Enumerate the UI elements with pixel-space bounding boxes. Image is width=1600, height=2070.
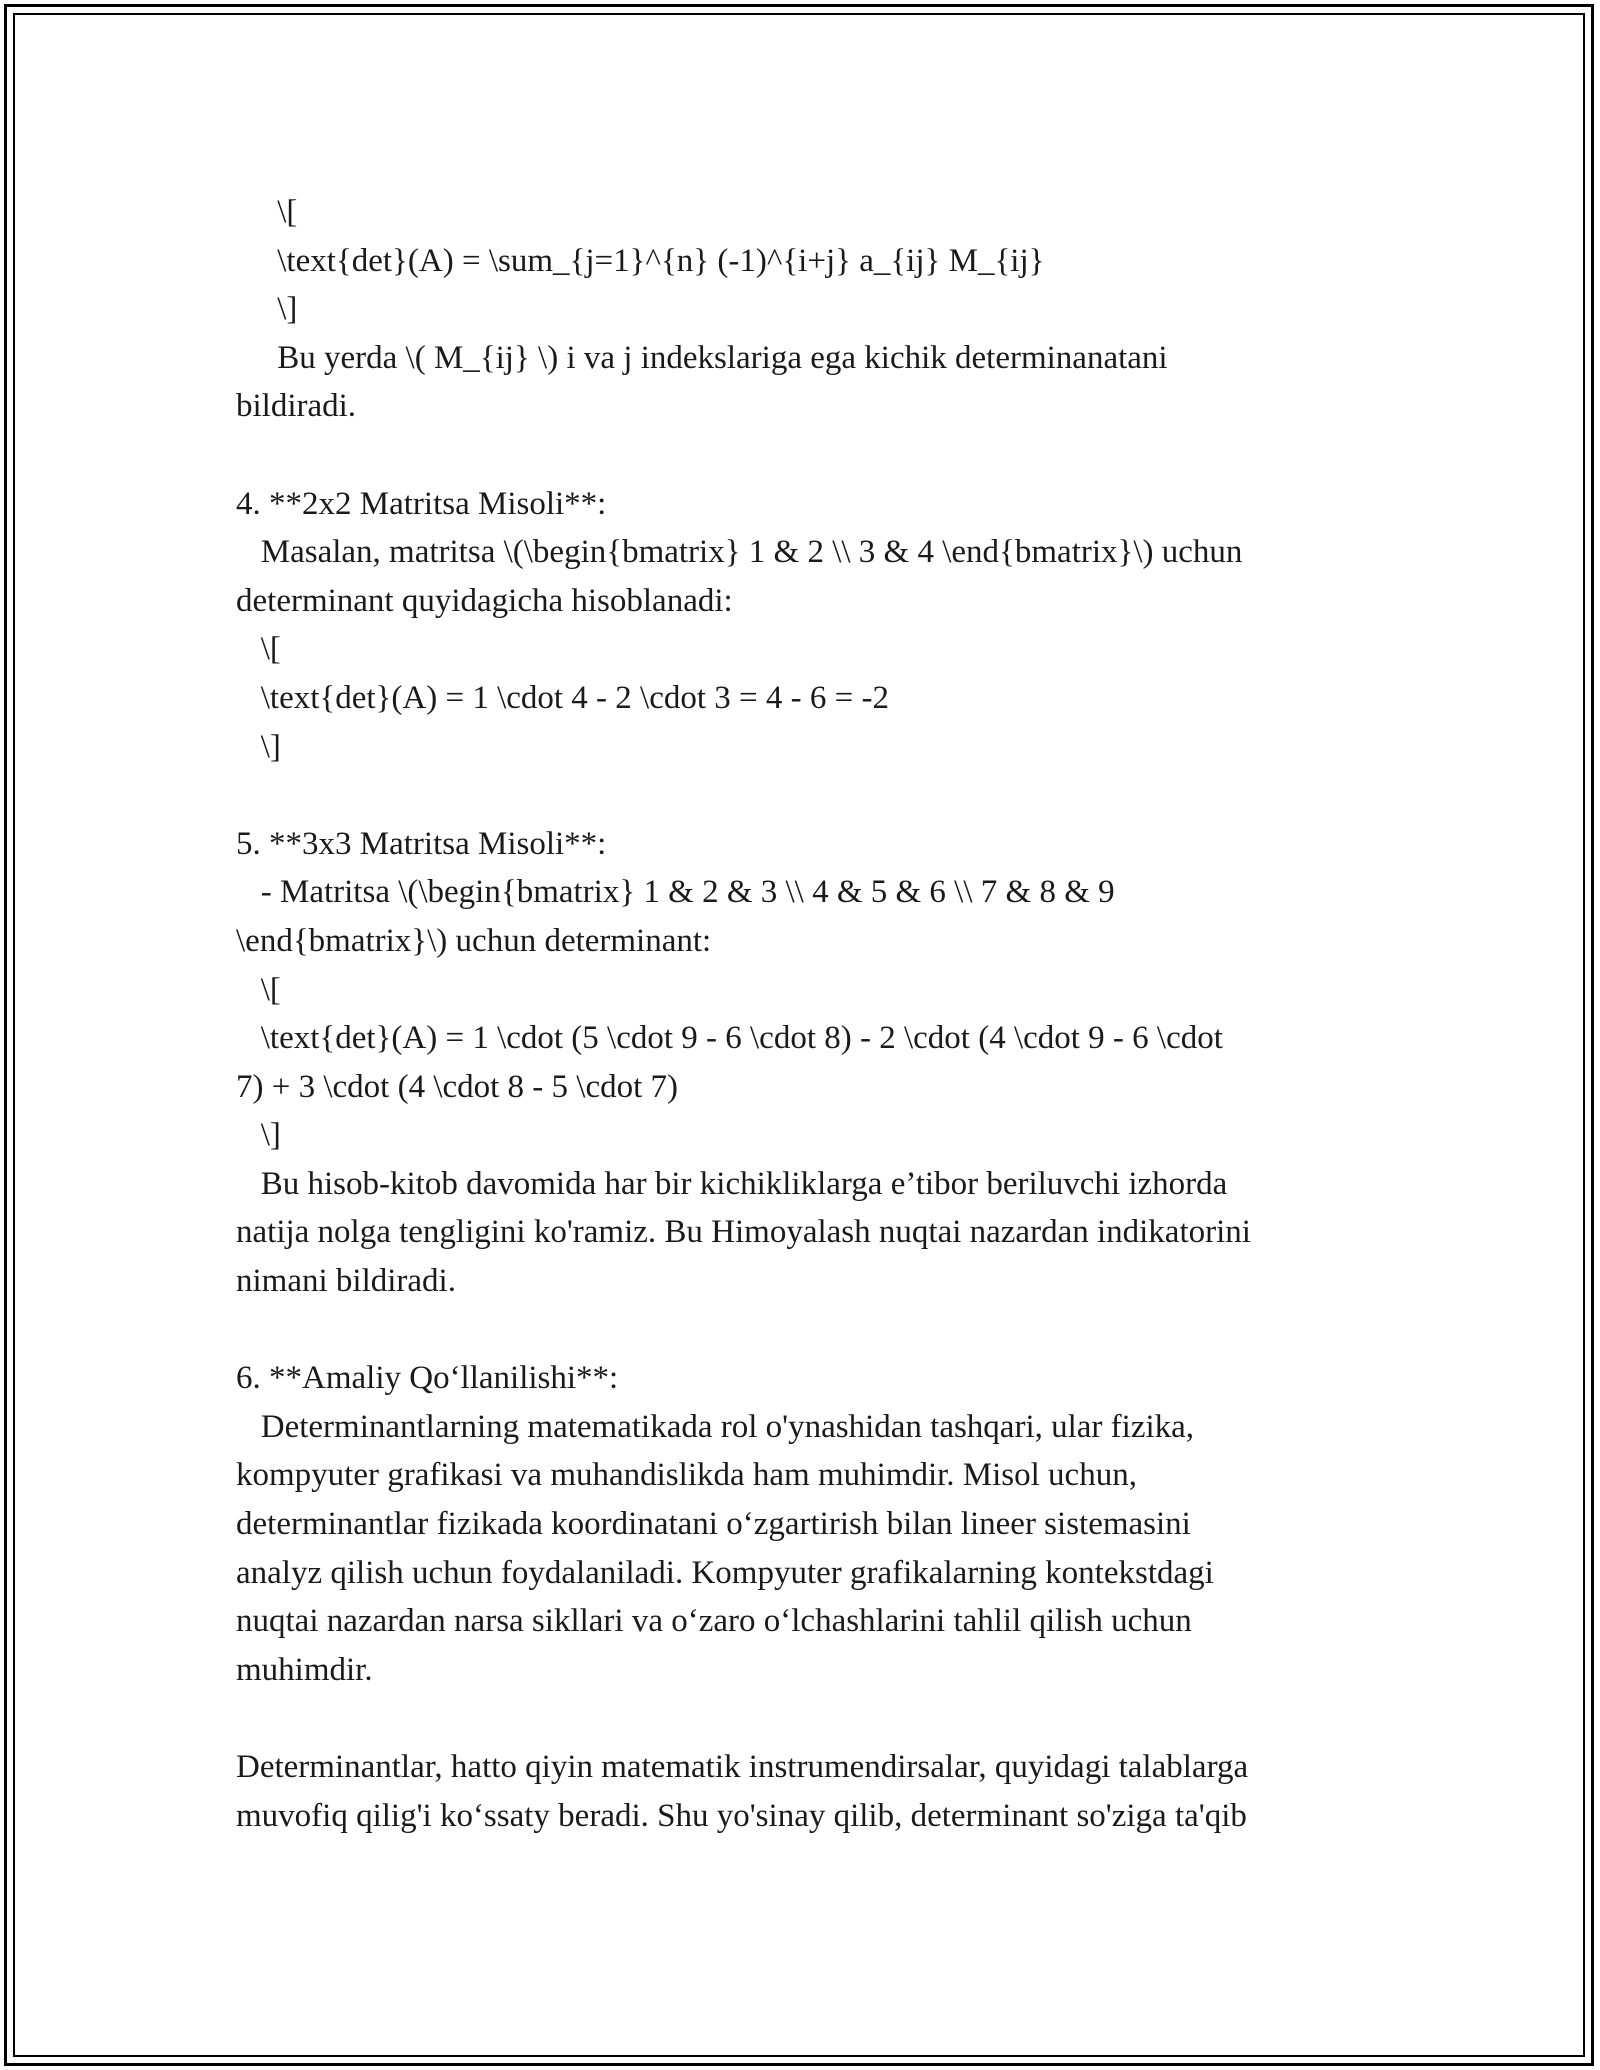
blank-line [236,1306,1396,1355]
text-line: Bu hisob-kitob davomida har bir kichikliklarga e’tibor beriluvchi izhorda [236,1165,1228,1202]
text-line: \text{det}(A) = \sum_{j=1}^{n} (-1)^{i+j} a_{ij} M_{ij} [236,242,1045,279]
text-line: 7) + 3 \cdot (4 \cdot 8 - 5 \cdot 7) [236,1068,679,1105]
text-line: kompyuter grafikasi va muhandislikda ham muhimdir. Misol uchun, [236,1457,1137,1494]
text-line: natija nolga tengligini ko'ramiz. Bu Himoyalash nuqtai nazardan indikatorini [236,1214,1251,1251]
text-line: \[ [236,971,281,1008]
section-heading: 5. **3x3 Matritsa Misoli**: [236,825,607,862]
text-line: - Matritsa \(\begin{bmatrix} 1 & 2 & 3 \\ 4 & 5 & 6 \\ 7 & 8 & 9 [236,874,1115,911]
text-line: bildiradi. [236,388,357,425]
blank-line [236,1694,1396,1743]
section-heading: 4. **2x2 Matritsa Misoli**: [236,485,607,522]
text-line: Determinantlar, hatto qiyin matematik instrumendirsalar, quyidagi talablarga [236,1749,1249,1785]
section-heading: 6. **Amaliy Qo‘llanilishi**: [236,1360,619,1397]
text-line: \text{det}(A) = 1 \cdot (5 \cdot 9 - 6 \cdot 8) - 2 \cdot (4 \cdot 9 - 6 \cdot [236,1020,1223,1057]
text-line: determinant quyidagicha hisoblanadi: [236,582,733,619]
text-line: \[ [236,194,298,230]
text-line: Bu yerda \( M_{ij} \) i va j indekslariga ega kichik determinanatani [236,339,1168,376]
text-line: nuqtai nazardan narsa sikllari va o‘zaro o‘lchashlarini tahlil qilish uchun [236,1603,1192,1640]
text-line: \] [236,1117,281,1154]
document-body [236,188,1396,1840]
text-line: analyz qilish uchun foydalaniladi. Kompyuter grafikalarning kontekstdagi [236,1554,1214,1591]
blank-line [236,431,1396,480]
text-line: determinantlar fizikada koordinatani o‘zgartirish bilan lineer sistemasini [236,1506,1191,1543]
text-line: \end{bmatrix}\) uchun determinant: [236,922,712,959]
text-line: \] [236,728,281,765]
text-line: \text{det}(A) = 1 \cdot 4 - 2 \cdot 3 = 4 - 6 = -2 [236,679,889,716]
text-line: nimani bildiradi. [236,1263,456,1300]
text-line: muvofiq qilig'i ko‘ssaty beradi. Shu yo'sinay qilib, determinant so'ziga ta'qib [236,1797,1247,1834]
text-line: Masalan, matritsa \(\begin{bmatrix} 1 & 2 \\ 3 & 4 \end{bmatrix}\) uchun [236,534,1243,571]
text-line: \] [236,291,298,328]
text-line: \[ [236,631,281,668]
text-line: Determinantlarning matematikada rol o'ynashidan tashqari, ular fizika, [236,1408,1195,1445]
blank-line [236,771,1396,820]
text-line: muhimdir. [236,1651,373,1688]
